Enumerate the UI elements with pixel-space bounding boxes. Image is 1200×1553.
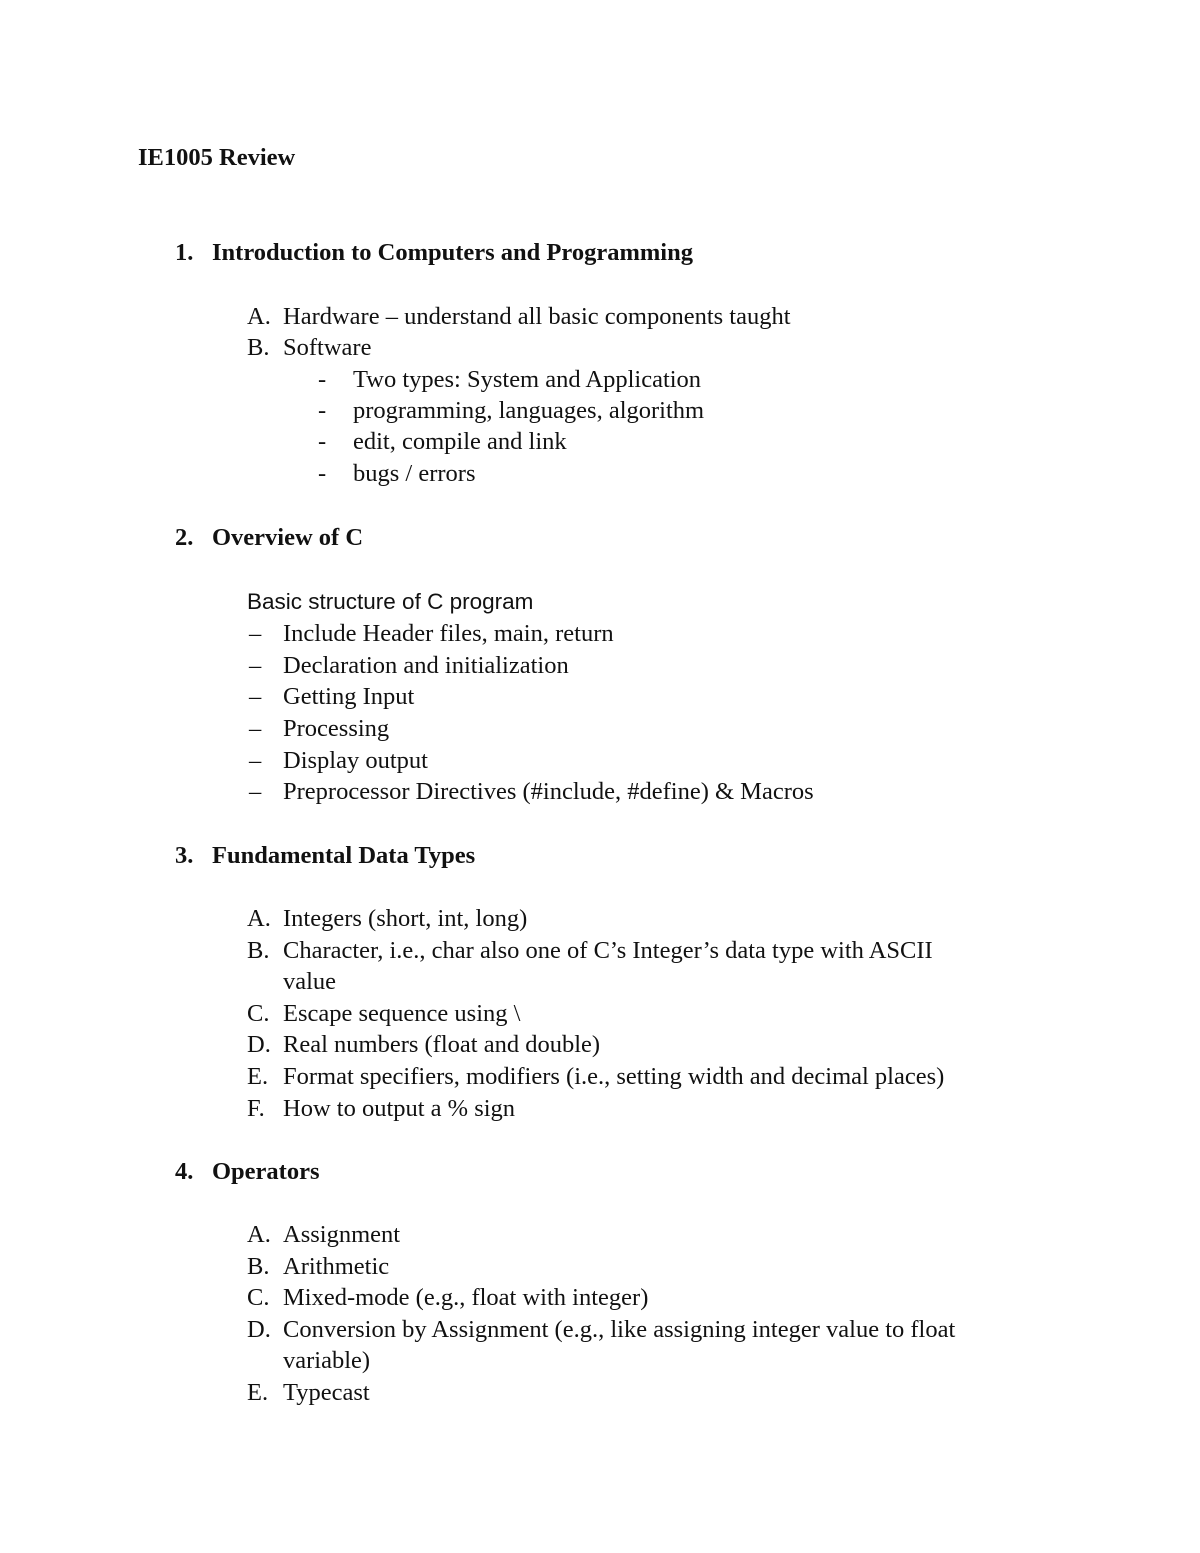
list-item: Software: [283, 334, 372, 361]
list-item: Getting Input: [283, 683, 415, 710]
list-marker: D.: [247, 1031, 271, 1058]
sub-list-marker: -: [318, 366, 327, 393]
section-number: 4.: [175, 1158, 194, 1185]
list-item: Character, i.e., char also one of C’s Integer’s data type with ASCII: [283, 937, 933, 964]
section-number: 3.: [175, 842, 194, 869]
list-item: Display output: [283, 747, 428, 774]
sub-list-marker: -: [318, 397, 327, 424]
list-item: Escape sequence using \: [283, 1000, 521, 1027]
list-item: How to output a % sign: [283, 1095, 516, 1122]
sub-list-item: bugs / errors: [353, 460, 476, 487]
list-item: Mixed-mode (e.g., float with integer): [283, 1284, 649, 1311]
list-item: Include Header files, main, return: [283, 620, 614, 647]
list-marker: B.: [247, 334, 270, 361]
sub-list-item: programming, languages, algorithm: [353, 397, 705, 424]
section-number: 1.: [175, 239, 194, 266]
sub-list-item: edit, compile and link: [353, 428, 567, 455]
list-marker: E.: [247, 1063, 269, 1090]
list-marker: A.: [247, 1221, 271, 1248]
list-item: Format specifiers, modifiers (i.e., setting width and decimal places): [283, 1063, 945, 1090]
list-item: Preprocessor Directives (#include, #define) & Macros: [283, 778, 814, 805]
list-marker: –: [249, 683, 262, 710]
list-item: Declaration and initialization: [283, 652, 569, 679]
list-item: Arithmetic: [283, 1253, 390, 1280]
list-item-continuation: value: [283, 968, 337, 995]
list-marker: –: [249, 747, 262, 774]
list-marker: C.: [247, 1284, 270, 1311]
list-marker: B.: [247, 1253, 270, 1280]
list-marker: –: [249, 715, 262, 742]
list-marker: A.: [247, 905, 271, 932]
list-item: Typecast: [283, 1379, 370, 1406]
list-item: Real numbers (float and double): [283, 1031, 601, 1058]
list-item: Hardware – understand all basic components taught: [283, 303, 791, 330]
section-heading: Fundamental Data Types: [212, 842, 476, 869]
list-item: Conversion by Assignment (e.g., like assigning integer value to float: [283, 1316, 956, 1343]
list-marker: F.: [247, 1095, 265, 1122]
section-heading: Introduction to Computers and Programming: [212, 239, 693, 266]
sub-list-item: Two types: System and Application: [353, 366, 702, 393]
sub-list-marker: -: [318, 460, 327, 487]
section-heading: Operators: [212, 1158, 320, 1185]
list-marker: A.: [247, 303, 271, 330]
list-marker: C.: [247, 1000, 270, 1027]
list-item: Assignment: [283, 1221, 401, 1248]
list-marker: –: [249, 620, 262, 647]
page-title: IE1005 Review: [138, 144, 296, 171]
list-marker: E.: [247, 1379, 269, 1406]
list-item: Integers (short, int, long): [283, 905, 528, 932]
list-item: Processing: [283, 715, 390, 742]
list-item-continuation: variable): [283, 1347, 371, 1374]
list-marker: –: [249, 778, 262, 805]
section-intro: Basic structure of C program: [247, 589, 534, 614]
list-marker: D.: [247, 1316, 271, 1343]
list-marker: B.: [247, 937, 270, 964]
list-marker: –: [249, 652, 262, 679]
sub-list-marker: -: [318, 428, 327, 455]
section-number: 2.: [175, 524, 194, 551]
section-heading: Overview of C: [212, 524, 364, 551]
